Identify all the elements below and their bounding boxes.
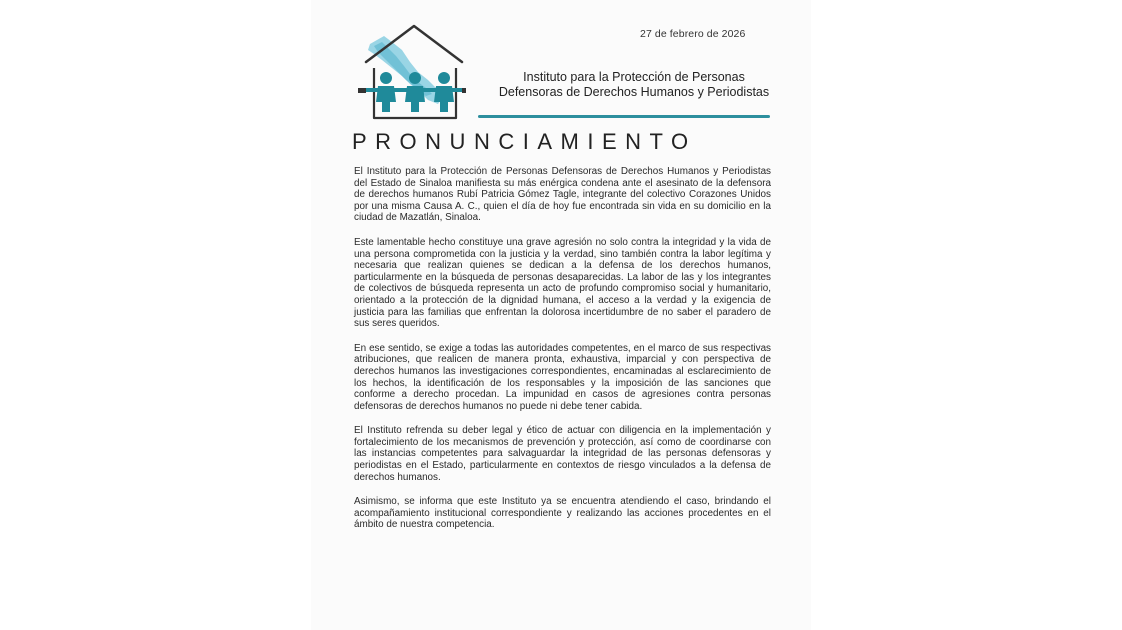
institute-name	[484, 70, 784, 100]
paragraph: En ese sentido, se exige a todas las autoridades competentes, en el marco de sus respectivas atribuciones, que realicen de manera pronta, exhaustiva, imparcial y con perspectiva de derechos humanos las investigaciones correspondientes, encaminadas al esclarecimiento de los hechos, la identificación de los responsables y la imposición de las sanciones que conforme a derecho procedan. La impunidad en casos de agresiones contra personas defensoras de derechos humanos no puede ni debe tener cabida.	[354, 342, 771, 412]
institute-name-line-2: Defensoras de Derechos Humanos y Periodistas	[498, 85, 770, 99]
institute-logo	[352, 22, 472, 122]
paragraph: El Instituto refrenda su deber legal y ético de actuar con diligencia en la implementación y fortalecimiento de los mecanismos de prevención y protección, así como de coordinarse con las instancias competentes para salvaguardar la integridad de las personas defensoras y periodistas en el Estado, particularmente en contextos de riesgo vinculados a la defensa de derechos humanos.	[354, 425, 771, 483]
header-divider	[478, 115, 770, 118]
paragraph: Asimismo, se informa que este Instituto ya se encuentra atendiendo el caso, brindando el acompañamiento institucional correspondiente y realizando las acciones procedentes en el ámbito de nuestra competencia.	[354, 496, 771, 531]
paragraph: El Instituto para la Protección de Personas Defensoras de Derechos Humanos y Periodistas del Estado de Sinaloa manifiesta su más enérgica condena ante el asesinato de la defensora de derechos humanos Rubí Patricia Gómez Tagle, integrante del colectivo Corazones Unidos por una misma Causa A. C., quien el día de hoy fue encontrada sin vida en su domicilio en la ciudad de Mazatlán, Sinaloa.	[354, 166, 771, 224]
paragraph: Este lamentable hecho constituye una grave agresión no solo contra la integridad y la vida de una persona comprometida con la justicia y la verdad, sino también contra la labor legítima y necesaria que realizan quienes se dedican a la defensa de los derechos humanos, particularmente en la búsqueda de personas desaparecidas. La labor de las y los integrantes de colectivos de búsqueda representa un acto de profundo compromiso social y humanitario, orientado a la protección de la dignidad humana, el acceso a la verdad y la exigencia de justicia para las familias que enfrentan la dolorosa incertidumbre de no saber el paradero de sus seres queridos.	[354, 236, 771, 330]
document-date: 27 de febrero de 2026	[640, 28, 746, 40]
document-title: PRONUNCIAMIENTO	[352, 129, 697, 154]
institute-name-line-1: Instituto para la Protección de Personas	[523, 70, 745, 84]
document-body	[354, 166, 771, 544]
